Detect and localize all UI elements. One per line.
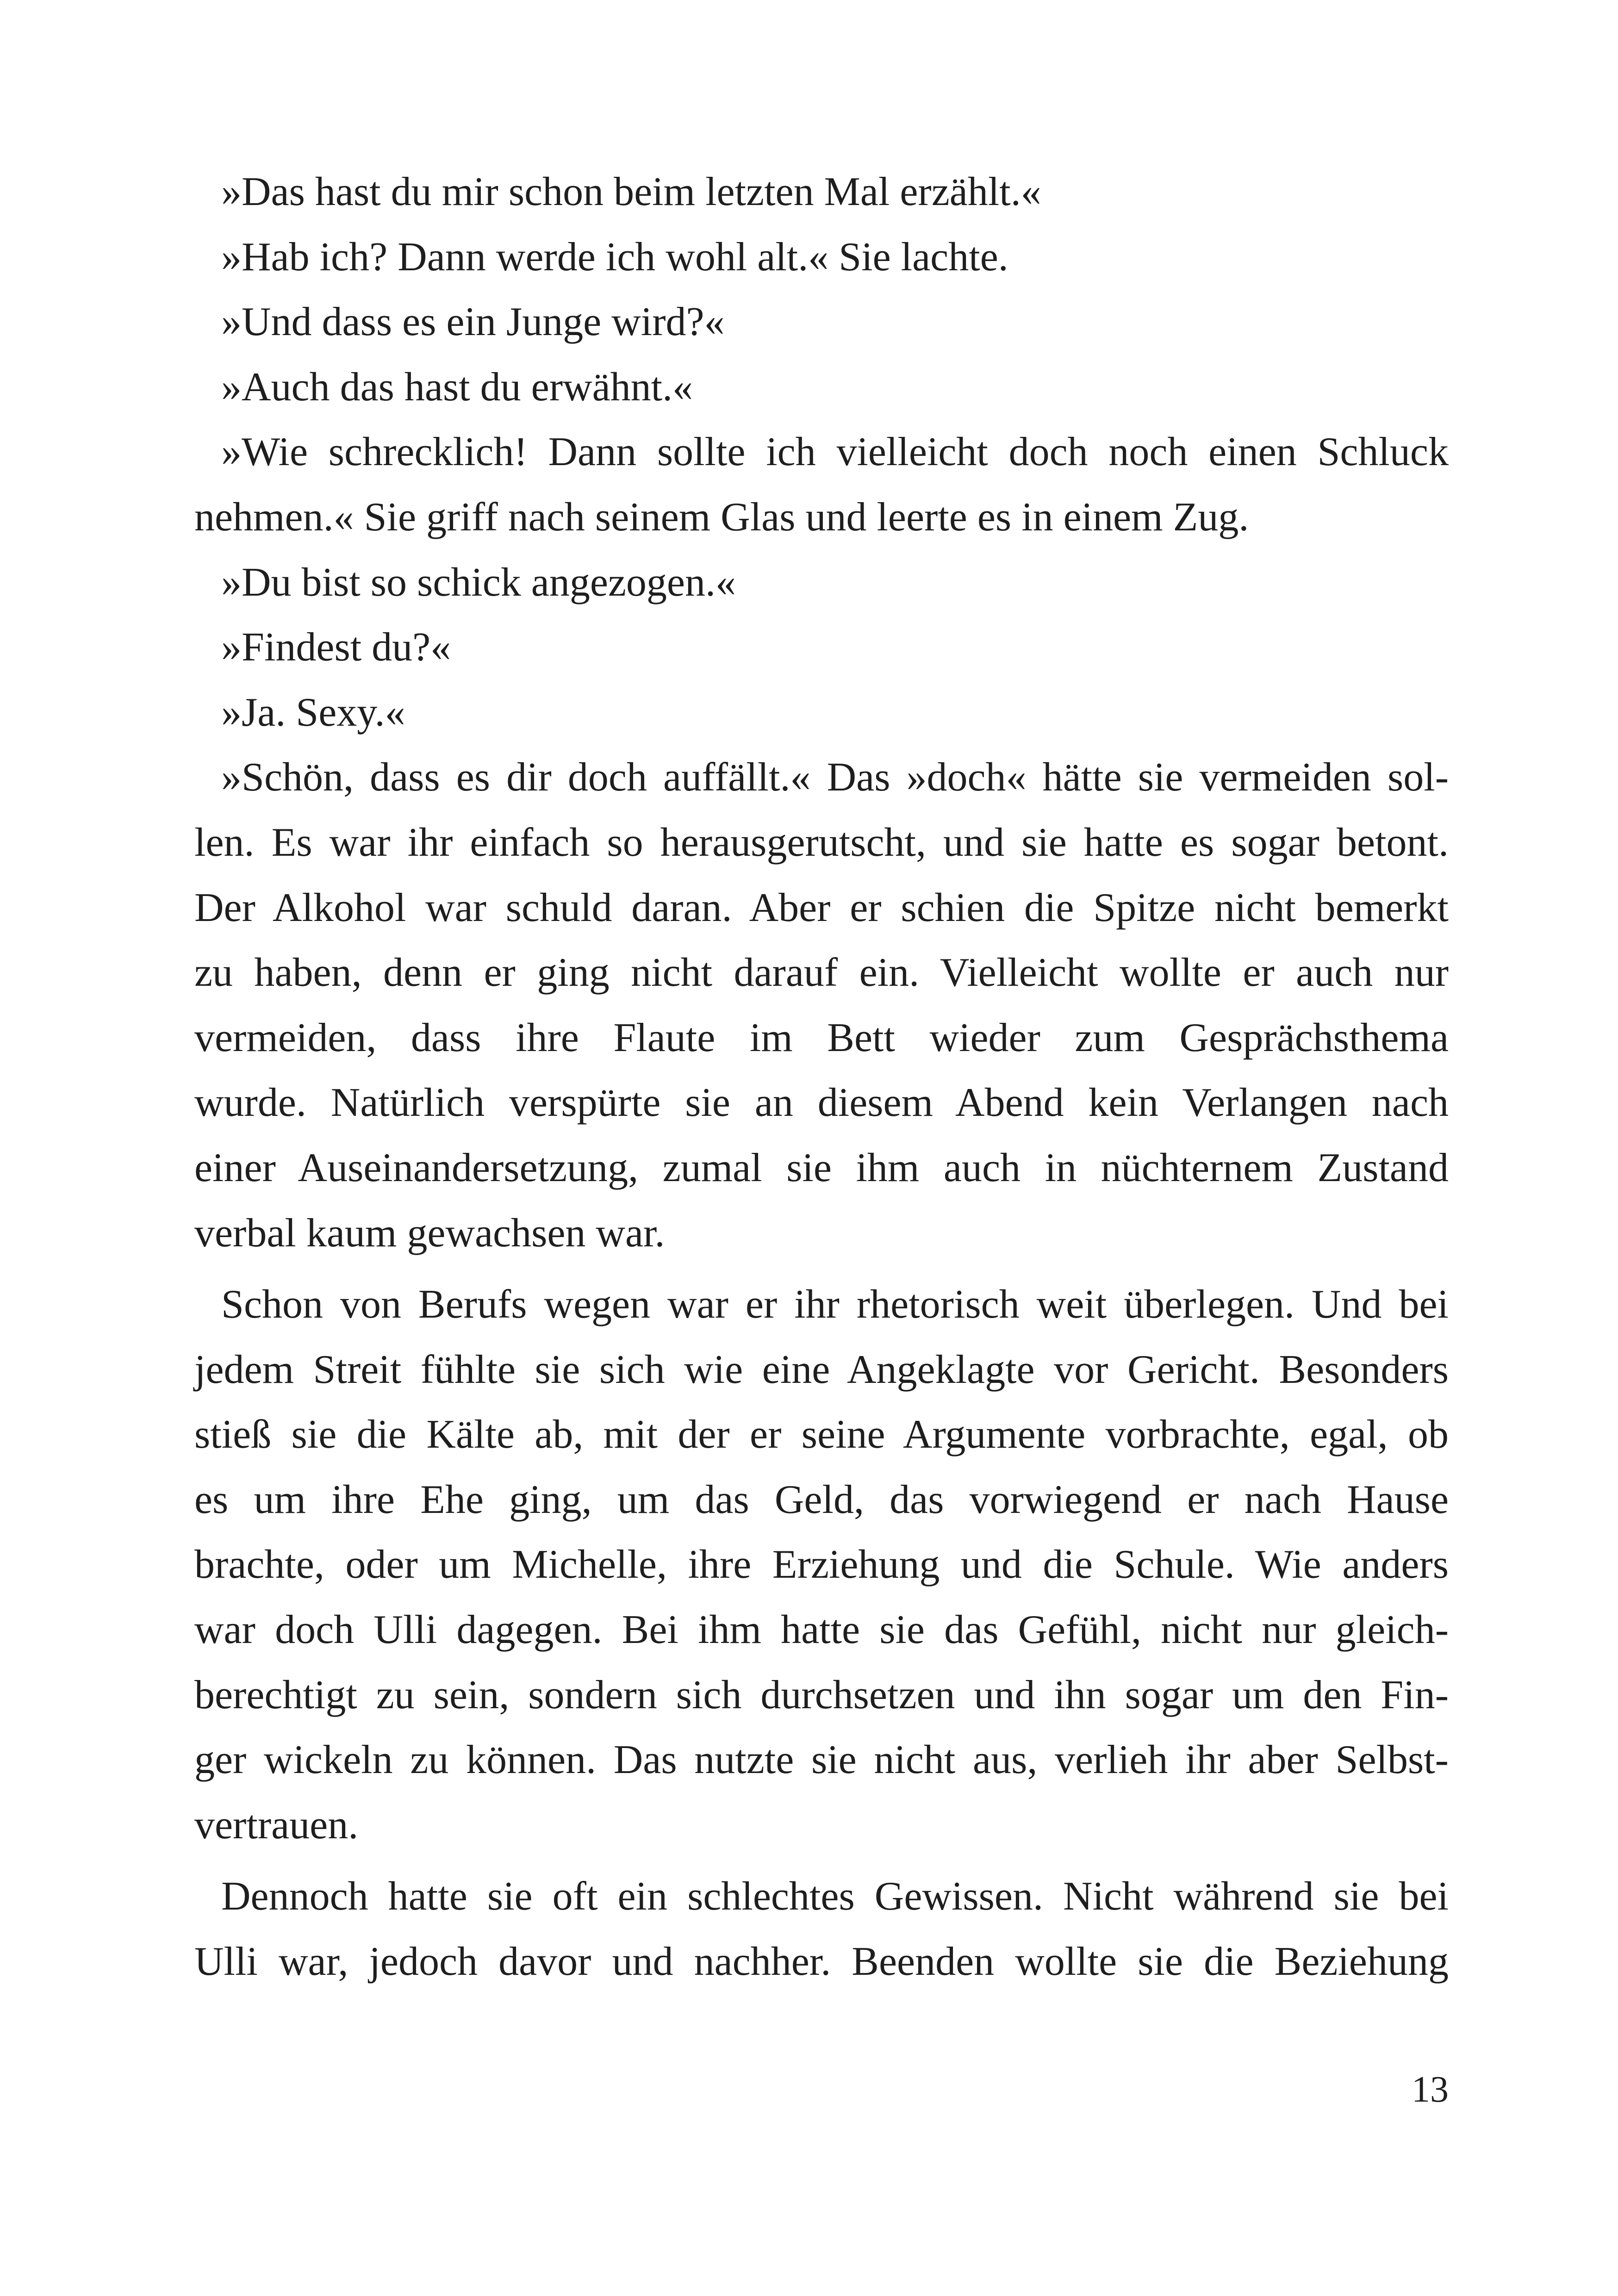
- text-line: »Auch das hast du erwähnt.«: [221, 364, 693, 410]
- text-line: jedem Streit fühlte sie sich wie eine Angeklagte vor Gericht. Besonders: [194, 1347, 1449, 1392]
- text-line: es um ihre Ehe ging, um das Geld, das vorwiegend er nach Hause: [194, 1477, 1449, 1522]
- text-line: berechtigt zu sein, sondern sich durchsetzen und ihn sogar um den Fin-: [194, 1672, 1449, 1717]
- body-text: [194, 160, 1449, 1995]
- text-line: Ulli war, jedoch davor und nachher. Beenden wollte sie die Beziehung: [194, 1939, 1449, 1985]
- text-line: Schon von Berufs wegen war er ihr rhetorisch weit überlegen. Und bei: [221, 1282, 1449, 1327]
- text-line: »Wie schrecklich! Dann sollte ich vielleicht doch noch einen Schluck: [221, 429, 1449, 475]
- text-line: Der Alkohol war schuld daran. Aber er schien die Spitze nicht bemerkt: [194, 885, 1449, 930]
- text-line: brachte, oder um Michelle, ihre Erziehung und die Schule. Wie anders: [194, 1542, 1449, 1587]
- text-line: Dennoch hatte sie oft ein schlechtes Gewissen. Nicht während sie bei: [221, 1874, 1449, 1919]
- paragraph-gap: [194, 1266, 1449, 1272]
- paragraph-gap: [194, 1858, 1449, 1864]
- text-line: »Hab ich? Dann werde ich wohl alt.« Sie lachte.: [221, 234, 1008, 280]
- text-line: war doch Ulli dagegen. Bei ihm hatte sie das Gefühl, nicht nur gleich-: [194, 1607, 1449, 1653]
- text-line: einer Auseinandersetzung, zumal sie ihm auch in nüchternem Zustand: [194, 1145, 1449, 1190]
- text-line: zu haben, denn er ging nicht darauf ein. Vielleicht wollte er auch nur: [194, 950, 1449, 996]
- text-line: »Findest du?«: [221, 625, 451, 670]
- text-line: nehmen.« Sie griff nach seinem Glas und leerte es in einem Zug.: [194, 494, 1249, 540]
- text-line: stieß sie die Kälte ab, mit der er seine Argumente vorbrachte, egal, ob: [194, 1412, 1449, 1457]
- text-line: wurde. Natürlich verspürte sie an diesem Abend kein Verlangen nach: [194, 1080, 1449, 1126]
- text-line: »Das hast du mir schon beim letzten Mal erzählt.«: [221, 169, 1041, 214]
- text-line: vertrauen.: [194, 1802, 359, 1848]
- text-line: len. Es war ihr einfach so herausgerutscht, und sie hatte es sogar betont.: [194, 820, 1449, 865]
- text-line: »Du bist so schick angezogen.«: [221, 560, 736, 605]
- text-line: vermeiden, dass ihre Flaute im Bett wieder zum Gesprächsthema: [194, 1015, 1449, 1060]
- text-line: ger wickeln zu können. Das nutzte sie nicht aus, verlieh ihr aber Selbst-: [194, 1737, 1449, 1783]
- text-line: verbal kaum gewachsen war.: [194, 1210, 665, 1256]
- page-number: 13: [1412, 2069, 1449, 2110]
- text-line: »Und dass es ein Junge wird?«: [221, 299, 725, 345]
- text-line: »Schön, dass es dir doch auffällt.« Das »doch« hätte sie vermeiden sol-: [221, 755, 1449, 800]
- text-line: »Ja. Sexy.«: [221, 690, 405, 735]
